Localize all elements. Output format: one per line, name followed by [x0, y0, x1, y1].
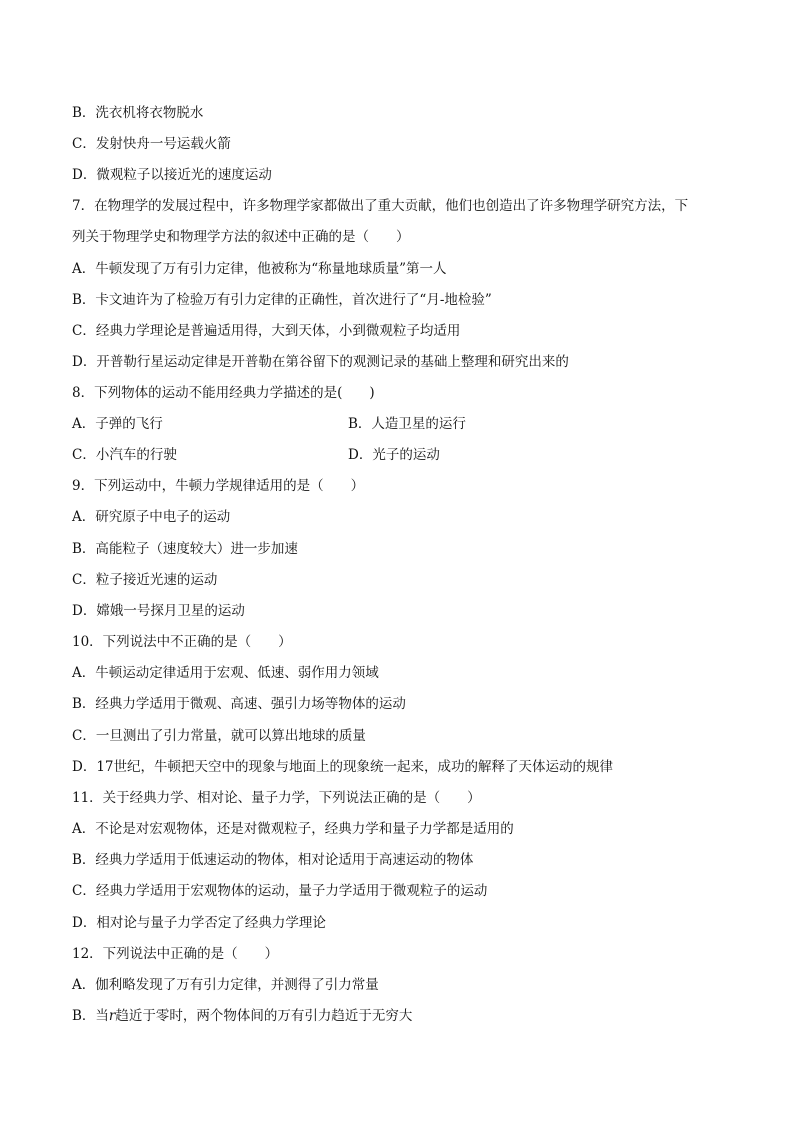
q9-option-a: A．研究原子中电子的运动 [72, 509, 231, 525]
variable-r: r [108, 1008, 116, 1024]
q12-option-b [72, 1007, 412, 1025]
q6-option-b: B．洗衣机将衣物脱水 [72, 105, 204, 121]
q11-option-c: C．经典力学适用于宏观物体的运动，量子力学适用于微观粒子的运动 [72, 883, 488, 899]
q8-option-c: C．小汽车的行驶 [72, 447, 177, 463]
q10-option-b: B．经典力学适用于微观、高速、强引力场等物体的运动 [72, 696, 406, 712]
q11-option-d: D．相对论与量子力学否定了经典力学理论 [72, 915, 326, 931]
q6-option-d: D．微观粒子以接近光的速度运动 [72, 167, 272, 183]
q7-stem-line-1: 7．在物理学的发展过程中，许多物理学家都做出了重大贡献，他们也创造出了许多物理学研究方法，下 [72, 198, 689, 214]
q11-option-b: B．经典力学适用于低速运动的物体，相对论适用于高速运动的物体 [72, 852, 474, 868]
q11-option-a: A．不论是对宏观物体，还是对微观粒子，经典力学和量子力学都是适用的 [72, 821, 514, 837]
q12-stem: 12．下列说法中正确的是（ ） [72, 946, 279, 962]
q7-option-a: A．牛顿发现了万有引力定律，他被称为“称量地球质量”第一人 [72, 261, 447, 277]
q9-option-c: C．粒子接近光速的运动 [72, 572, 218, 588]
q10-stem: 10．下列说法中不正确的是（ ） [72, 634, 292, 650]
q6-option-c: C．发射快舟一号运载火箭 [72, 136, 231, 152]
q10-option-a: A．牛顿运动定律适用于宏观、低速、弱作用力领域 [72, 665, 379, 681]
q12-option-b-prefix: B．当 [72, 1008, 109, 1024]
q7-stem-line-2: 列关于物理学史和物理学方法的叙述中正确的是（ ） [72, 229, 410, 245]
q7-option-d: D．开普勒行星运动定律是开普勒在第谷留下的观测记录的基础上整理和研究出来的 [72, 354, 569, 370]
q7-option-b: B．卡文迪许为了检验万有引力定律的正确性，首次进行了“月-地检验” [72, 292, 492, 308]
q10-option-c: C．一旦测出了引力常量，就可以算出地球的质量 [72, 728, 366, 744]
q8-option-b: B．人造卫星的运行 [348, 416, 466, 432]
q9-stem: 9．下列运动中，牛顿力学规律适用的是（ ） [72, 478, 365, 494]
q8-stem: 8．下列物体的运动不能用经典力学描述的是( ) [72, 385, 375, 401]
q10-option-d: D．17世纪，牛顿把天空中的现象与地面上的现象统一起来，成功的解释了天体运动的规律 [72, 759, 614, 775]
q12-option-b-suffix: 趋近于零时，两个物体间的万有引力趋近于无穷大 [115, 1008, 413, 1024]
q8-option-d: D．光子的运动 [348, 447, 440, 463]
q9-option-b: B．高能粒子（速度较大）进一步加速 [72, 541, 298, 557]
q11-stem: 11．关于经典力学、相对论、量子力学，下列说法正确的是（ ） [72, 790, 481, 806]
q9-option-d: D．嫦娥一号探月卫星的运动 [72, 603, 245, 619]
q8-option-a: A．子弹的飞行 [72, 416, 163, 432]
q12-option-a: A．伽利略发现了万有引力定律，并测得了引力常量 [72, 977, 379, 993]
q7-option-c: C．经典力学理论是普遍适用得，大到天体，小到微观粒子均适用 [72, 323, 461, 339]
